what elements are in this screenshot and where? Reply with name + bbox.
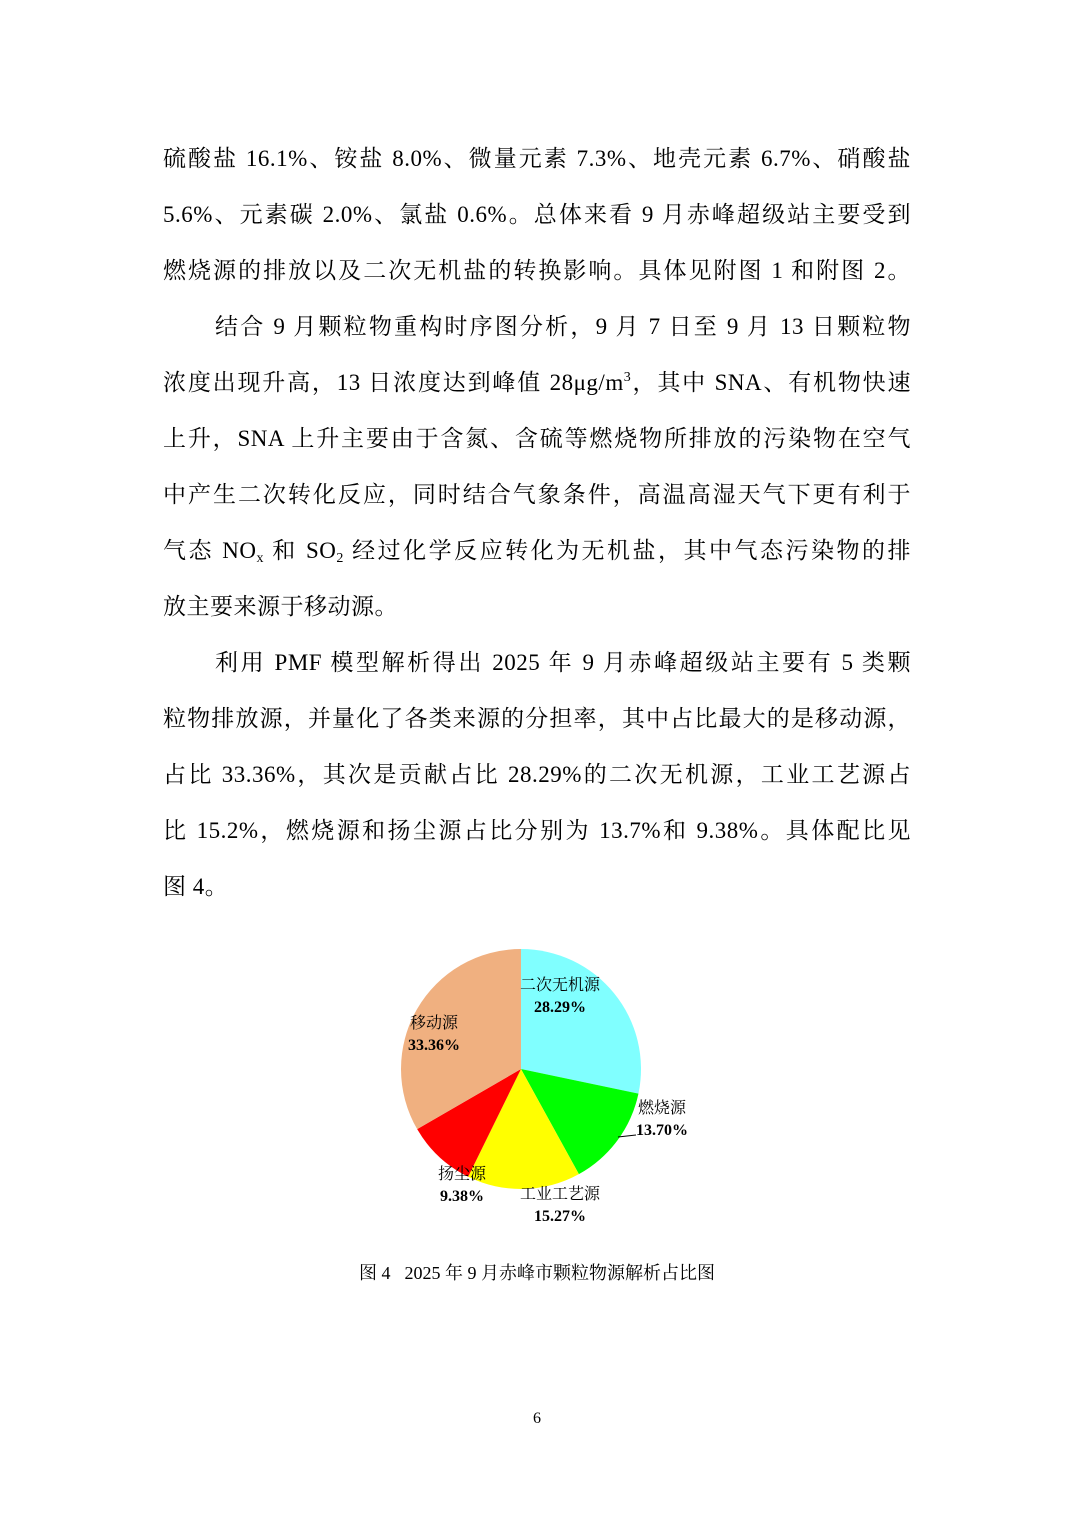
paragraph-2-line-2: 浓度出现升高，13 日浓度达到峰值 $28\mu g/m^3$，其中 SNA、有机物快速 (163, 370, 911, 395)
paragraph-1-line-3: 燃烧源的排放以及二次无机盐的转换影响。具体见附图 1 和附图 2。 (163, 258, 911, 283)
paragraph-2-line-4: 中产生二次转化反应，同时结合气象条件，高温高湿天气下更有利于 (163, 482, 911, 507)
label-secondary-inorganic: 二次无机源 28.29% (520, 977, 601, 1016)
pie-slice-0 (521, 949, 641, 1094)
label-combustion: 燃烧源 13.70% (636, 1100, 688, 1139)
paragraph-2-line-5: 气态 $NO_x$ 和 $SO_2$ 经过化学反应转化为无机盐，其中气态污染物的排 (163, 538, 911, 566)
paragraph-1-line-1: 硫酸盐 16.1%、铵盐 8.0%、微量元素 7.3%、地壳元素 6.7%、硝酸盐 (163, 146, 911, 171)
paragraph-3-line-1: 利用 PMF 模型解析得出 2025 年 9 月赤峰超级站主要有 5 类颗 (215, 650, 911, 675)
figure-number: 图 4 (359, 1263, 391, 1283)
figure-title: 2025 年 9 月赤峰市颗粒物源解析占比图 (404, 1263, 715, 1283)
paragraph-2-line-6: 放主要来源于移动源。 (163, 594, 398, 619)
page-number: 6 (533, 1410, 541, 1427)
paragraph-1-line-2: 5.6%、元素碳 2.0%、氯盐 0.6%。总体来看 9 月赤峰超级站主要受到 (163, 202, 911, 227)
label-mobile: 移动源 33.36% (408, 1015, 460, 1054)
paragraph-3-line-5: 图 4。 (163, 874, 229, 899)
source-apportionment-pie-chart (380, 930, 720, 1240)
paragraph-2-line-3: 上升，SNA 上升主要由于含氮、含硫等燃烧物所排放的污染物在空气 (163, 426, 911, 451)
label-industrial-process: 工业工艺源 15.27% (520, 1186, 601, 1225)
paragraph-3-line-2: 粒物排放源，并量化了各类来源的分担率，其中占比最大的是移动源， (163, 706, 911, 731)
label-dust: 扬尘源 9.38% (438, 1166, 487, 1205)
figure-caption (0, 1262, 1074, 1284)
paragraph-3-line-3: 占比 33.36%，其次是贡献占比 28.29%的二次无机源，工业工艺源占 (163, 762, 911, 787)
paragraph-3-line-4: 比 15.2%，燃烧源和扬尘源占比分别为 13.7%和 9.38%。具体配比见 (163, 818, 911, 843)
paragraph-2-line-1: 结合 9 月颗粒物重构时序图分析，9 月 7 日至 9 月 13 日颗粒物 (215, 314, 911, 339)
